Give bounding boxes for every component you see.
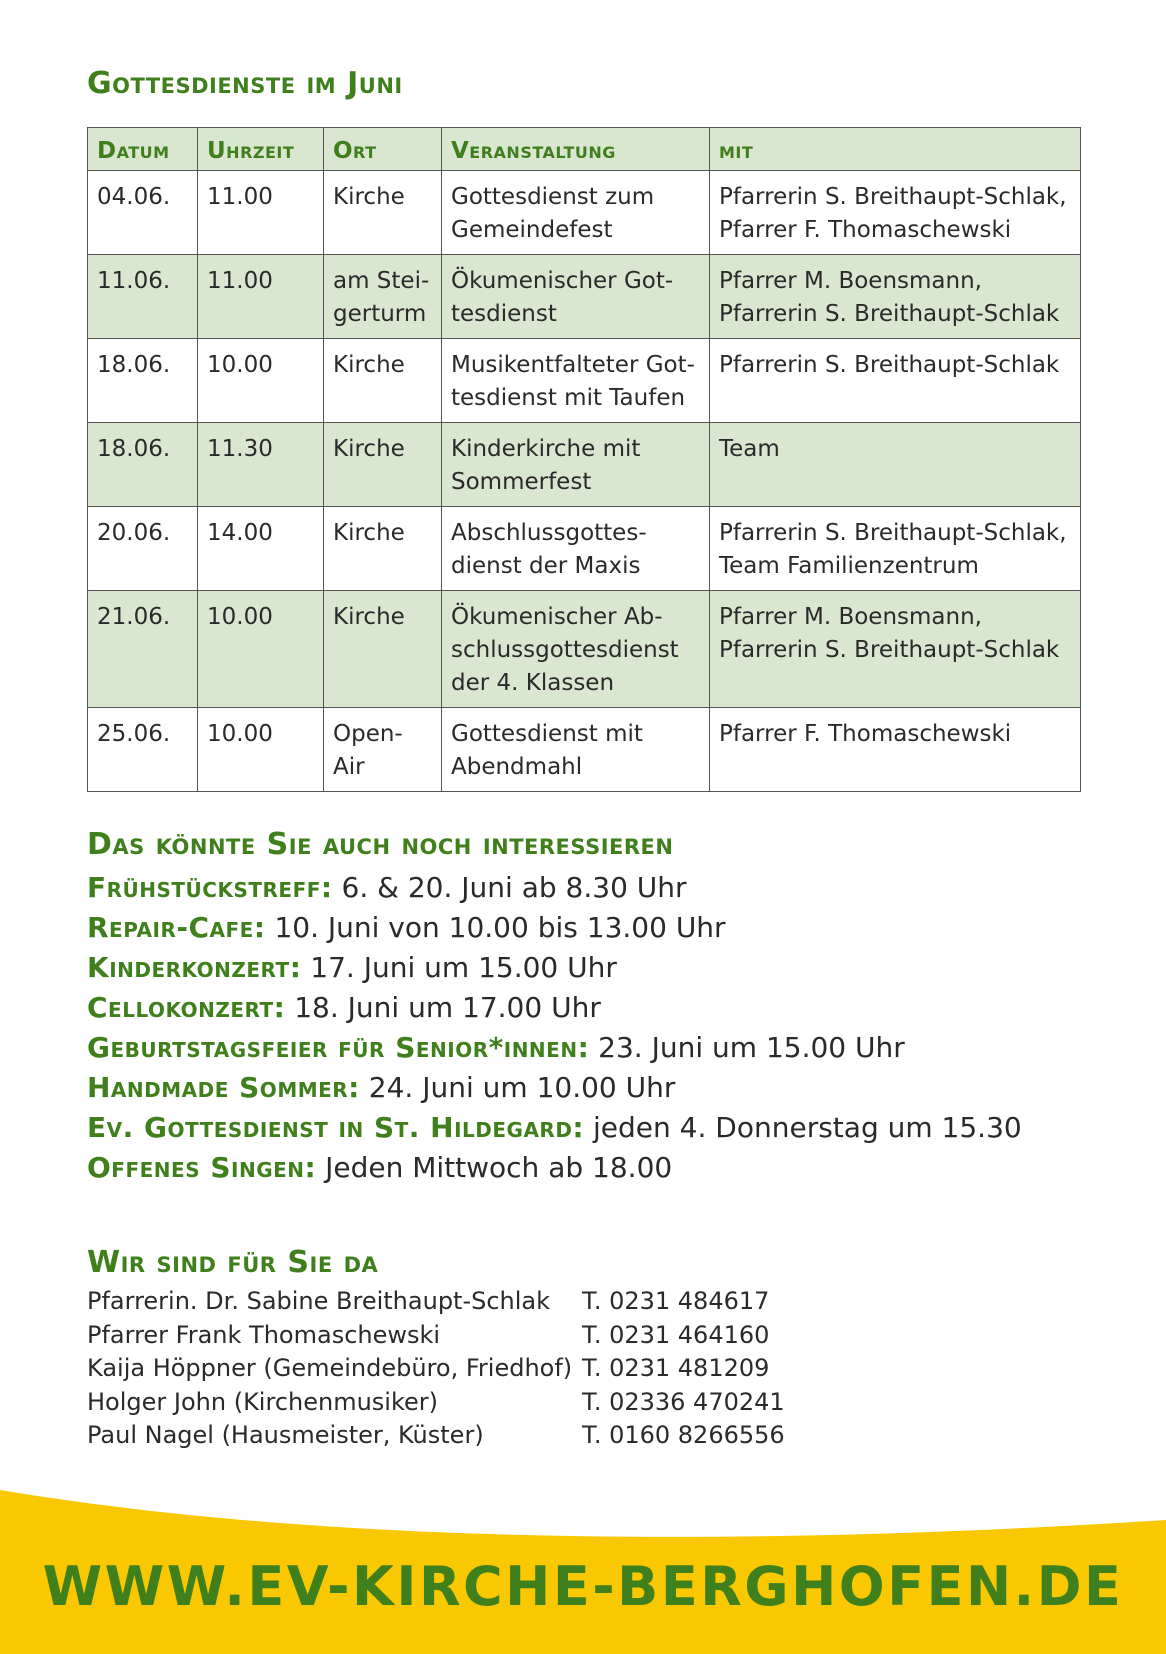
- cell-ort: Kirche: [324, 591, 442, 708]
- cell-ort: Kirche: [324, 339, 442, 423]
- event-item: [87, 988, 1137, 1028]
- cell-uhrzeit: 11.30: [198, 423, 324, 507]
- cell-ort: am Steigerturm: [324, 255, 442, 339]
- cell-veranstaltung: Ökumenischer Gottesdienst: [442, 255, 710, 339]
- contact-row: [87, 1352, 842, 1386]
- event-label: Geburtstagsfeier für Senior*innen:: [87, 1031, 590, 1064]
- col-header-datum: Datum: [88, 128, 198, 171]
- table-body: [88, 171, 1081, 792]
- event-label: Offenes Singen:: [87, 1151, 317, 1184]
- table-row: [88, 708, 1081, 792]
- event-label: Repair-Cafe:: [87, 911, 266, 944]
- event-label: Frühstückstreff:: [87, 871, 333, 904]
- heading-contacts: Wir sind für Sie da: [87, 1245, 379, 1280]
- event-value: jeden 4. Donnerstag um 15.30: [584, 1111, 1022, 1144]
- event-item: [87, 1148, 1137, 1188]
- cell-mit: Team: [710, 423, 1081, 507]
- heading-services: Gottesdienste im Juni: [87, 66, 403, 101]
- table-row: [88, 507, 1081, 591]
- services-table: [87, 127, 1081, 792]
- table-header-row: [88, 128, 1081, 171]
- event-value: 24. Juni um 10.00 Uhr: [359, 1071, 676, 1104]
- cell-datum: 18.06.: [88, 423, 198, 507]
- contacts-list: [87, 1285, 842, 1453]
- cell-veranstaltung: Musikentfalteter Gottesdienst mit Taufen: [442, 339, 710, 423]
- contact-row: [87, 1319, 842, 1353]
- cell-ort: Kirche: [324, 507, 442, 591]
- cell-uhrzeit: 11.00: [198, 171, 324, 255]
- cell-uhrzeit: 10.00: [198, 591, 324, 708]
- cell-mit: Pfarrerin S. Breithaupt-Schlak, Team Familienzentrum: [710, 507, 1081, 591]
- event-item: [87, 948, 1137, 988]
- cell-veranstaltung: Gottesdienst mit Abendmahl: [442, 708, 710, 792]
- table-row: [88, 423, 1081, 507]
- event-value: 17. Juni um 15.00 Uhr: [301, 951, 617, 984]
- cell-mit: Pfarrer F. Thomaschewski: [710, 708, 1081, 792]
- event-item: [87, 1068, 1137, 1108]
- table-row: [88, 591, 1081, 708]
- event-item: [87, 1028, 1137, 1068]
- footer-website-url[interactable]: WWW.EV-KIRCHE-BERGHOFEN.DE: [42, 1555, 1124, 1618]
- events-list: [87, 868, 1137, 1188]
- event-value: 6. & 20. Juni ab 8.30 Uhr: [332, 871, 687, 904]
- cell-datum: 25.06.: [88, 708, 198, 792]
- cell-veranstaltung: Abschlussgottesdienst der Maxis: [442, 507, 710, 591]
- cell-ort: Open-Air: [324, 708, 442, 792]
- cell-mit: Pfarrer M. Boensmann, Pfarrerin S. Breithaupt-Schlak: [710, 255, 1081, 339]
- contact-row: [87, 1285, 842, 1319]
- event-label: Ev. Gottesdienst in St. Hildegard:: [87, 1111, 585, 1144]
- event-label: Cellokonzert:: [87, 991, 286, 1024]
- cell-mit: Pfarrerin S. Breithaupt-Schlak: [710, 339, 1081, 423]
- contact-phone[interactable]: T. 0231 484617: [582, 1287, 770, 1315]
- event-value: 10. Juni von 10.00 bis 13.00 Uhr: [265, 911, 726, 944]
- event-value: 23. Juni um 15.00 Uhr: [589, 1031, 905, 1064]
- cell-datum: 20.06.: [88, 507, 198, 591]
- cell-mit: Pfarrer M. Boensmann, Pfarrerin S. Breithaupt-Schlak: [710, 591, 1081, 708]
- contact-name: Pfarrer Frank Thomaschewski: [87, 1320, 441, 1349]
- contact-phone[interactable]: T. 0160 8266556: [582, 1421, 785, 1449]
- table-row: [88, 339, 1081, 423]
- cell-uhrzeit: 10.00: [198, 708, 324, 792]
- table-row: [88, 255, 1081, 339]
- contact-name: Paul Nagel (Hausmeister, Küster): [87, 1421, 484, 1449]
- contact-name: Kaija Höppner (Gemeindebüro, Friedhof): [87, 1354, 573, 1382]
- col-header-veranstaltung: Veranstaltung: [442, 128, 710, 171]
- event-item: [87, 1108, 1137, 1148]
- contact-phone[interactable]: T. 02336 470241: [582, 1387, 785, 1416]
- table-row: [88, 171, 1081, 255]
- contact-row: [87, 1386, 842, 1420]
- cell-ort: Kirche: [324, 171, 442, 255]
- cell-uhrzeit: 11.00: [198, 255, 324, 339]
- event-item: [87, 868, 1137, 908]
- col-header-ort: Ort: [324, 128, 442, 171]
- cell-datum: 18.06.: [88, 339, 198, 423]
- event-label: Handmade Sommer:: [87, 1071, 360, 1104]
- contact-name: Holger John (Kirchenmusiker): [87, 1387, 438, 1416]
- contact-phone[interactable]: T. 0231 481209: [582, 1354, 770, 1382]
- event-item: [87, 908, 1137, 948]
- cell-datum: 04.06.: [88, 171, 198, 255]
- cell-datum: 21.06.: [88, 591, 198, 708]
- cell-veranstaltung: Kinderkirche mit Sommerfest: [442, 423, 710, 507]
- cell-uhrzeit: 14.00: [198, 507, 324, 591]
- cell-mit: Pfarrerin S. Breithaupt-Schlak, Pfarrer F. Thomaschewski: [710, 171, 1081, 255]
- contact-row: [87, 1419, 842, 1453]
- heading-interest: Das könnte Sie auch noch interessieren: [87, 827, 674, 862]
- col-header-mit: mit: [710, 128, 1081, 171]
- cell-veranstaltung: Gottesdienst zum Gemeindefest: [442, 171, 710, 255]
- contact-phone[interactable]: T. 0231 464160: [582, 1320, 770, 1349]
- event-value: 18. Juni um 17.00 Uhr: [285, 991, 601, 1024]
- event-value: Jeden Mittwoch ab 18.00: [316, 1151, 673, 1184]
- col-header-uhrzeit: Uhrzeit: [198, 128, 324, 171]
- contact-name: Pfarrerin. Dr. Sabine Breithaupt-Schlak: [87, 1287, 551, 1315]
- cell-ort: Kirche: [324, 423, 442, 507]
- cell-veranstaltung: Ökumenischer Abschlussgottesdienst der 4. Klassen: [442, 591, 710, 708]
- cell-uhrzeit: 10.00: [198, 339, 324, 423]
- cell-datum: 11.06.: [88, 255, 198, 339]
- event-label: Kinderkonzert:: [87, 951, 302, 984]
